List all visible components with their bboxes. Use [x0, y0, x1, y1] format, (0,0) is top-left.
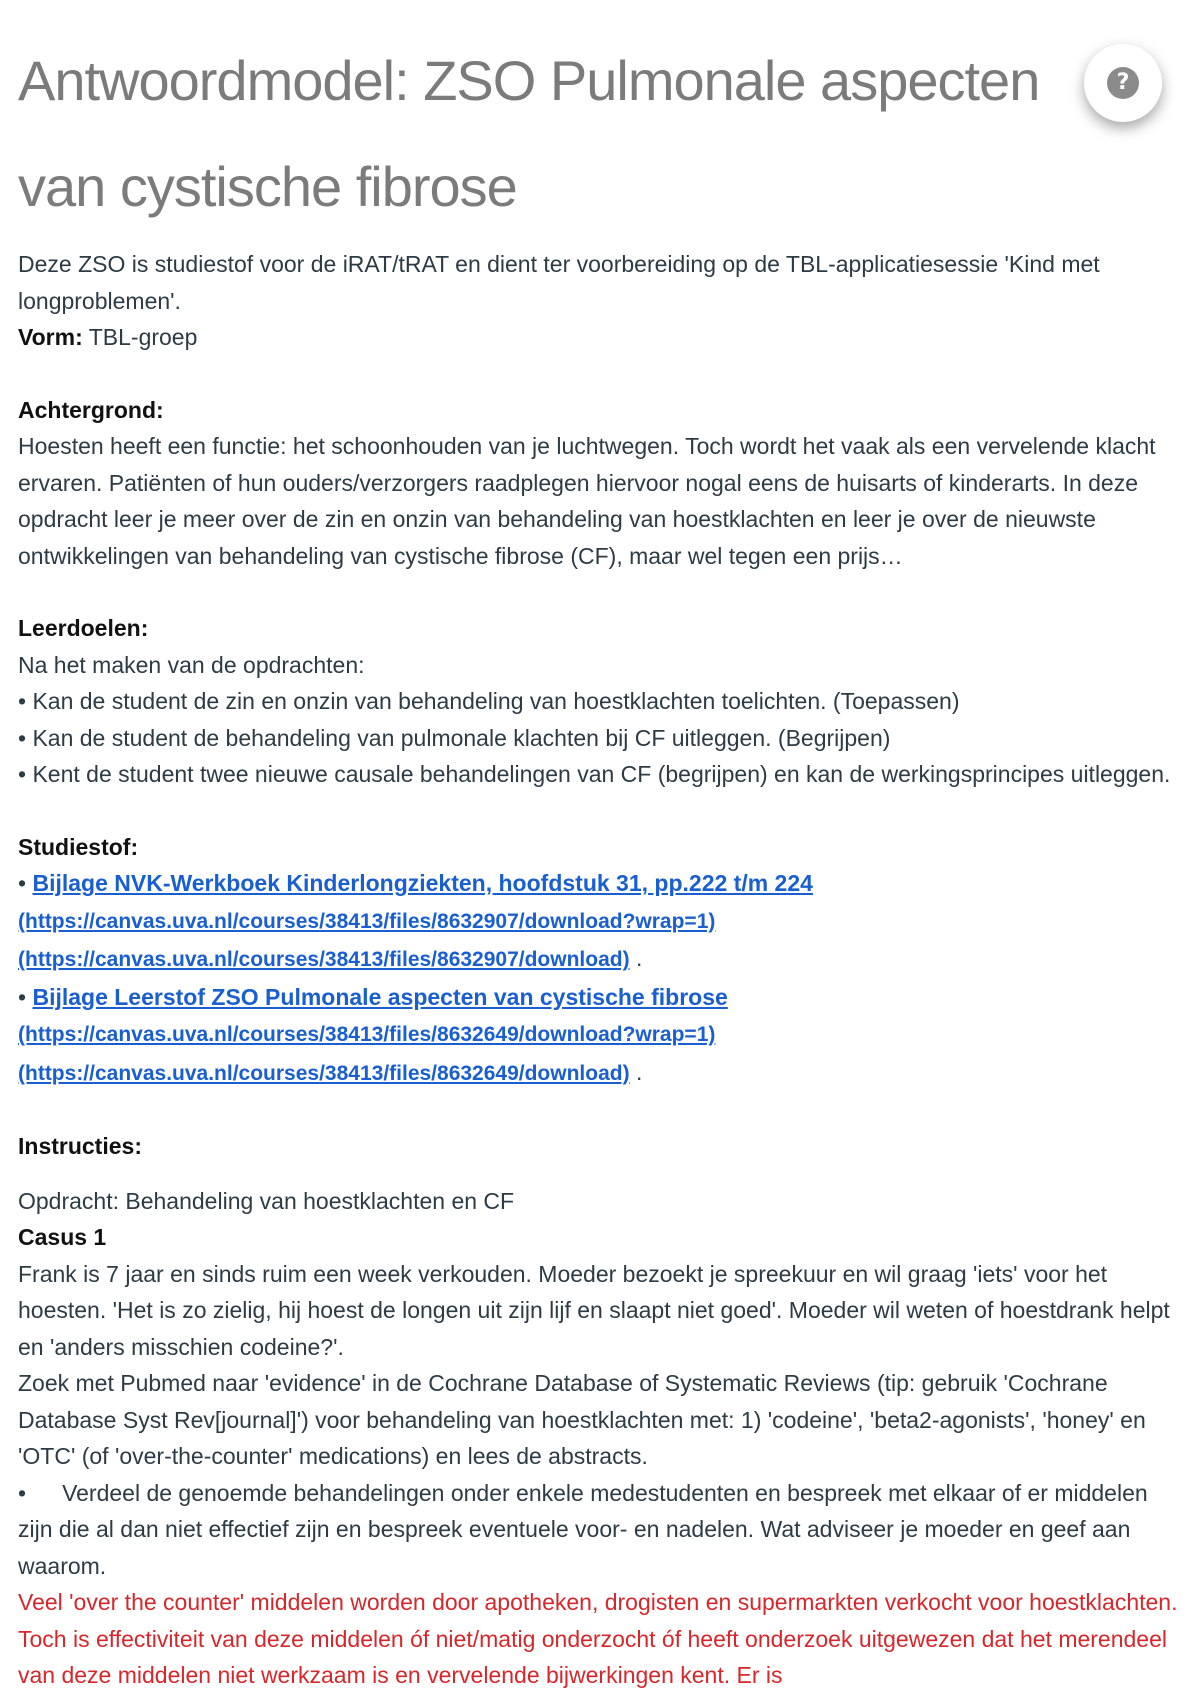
page-content [18, 0, 1188, 1694]
leerstof-zso-download-url[interactable]: (https://canvas.uva.nl/courses/38413/files/8632649/download) [18, 1061, 630, 1085]
leerdoelen-intro: Na het maken van de opdrachten: [18, 651, 365, 678]
vorm-value: TBL-groep [82, 324, 198, 350]
studiestof-item-1-url-2 [18, 940, 1188, 979]
spacer [18, 793, 1188, 829]
leerdoel-item: • Kan de student de behandeling van pulmonale klachten bij CF uitleggen. (Begrijpen) [18, 724, 891, 751]
studiestof-item-1 [18, 865, 1188, 902]
opdracht-title: Opdracht: Behandeling van hoestklachten en CF [18, 1187, 515, 1214]
vorm-line [18, 319, 1188, 356]
spacer [18, 574, 1188, 610]
spacer [18, 356, 1188, 392]
achtergrond-heading: Achtergrond: [18, 396, 164, 423]
leerdoelen-heading: Leerdoelen: [18, 615, 149, 641]
leerstof-zso-link[interactable]: Bijlage Leerstof ZSO Pulmonale aspecten van cystische fibrose [32, 983, 728, 1010]
leerdoel-item: • Kent de student twee nieuwe causale behandelingen van CF (begrijpen) en kan de werkingsprincipes uitleggen. [18, 761, 1171, 787]
page-title-line-2: van cystische fibrose [18, 155, 517, 218]
bullet: • [18, 983, 33, 1010]
suffix: . [629, 945, 643, 971]
casus-text: Frank is 7 jaar en sinds ruim een week verkouden. Moeder bezoekt je spreekuur en wil graag 'iets' voor het hoesten. 'Het is zo zielig, hij hoest de longen uit zijn lijf en slaapt niet goed'. Moeder wil weten of hoestdrank helpt en 'anders misschien codeine?'. [18, 1260, 1170, 1360]
leerstof-zso-preview-url[interactable]: (https://canvas.uva.nl/courses/38413/files/8632649/download?wrap=1) [18, 1023, 716, 1046]
assignment-body [18, 246, 1188, 1694]
bullet: • [18, 870, 33, 896]
zoek-instructie: Zoek met Pubmed naar 'evidence' in de Cochrane Database of Systematic Reviews (tip: gebruik 'Cochrane Database Syst Rev[journal]') voor behandeling van hoestklachten met: 1) 'codeine', 'beta2-agonists', 'honey' en 'OTC' (of 'over-the-counter' medications) en lees de abstracts. [18, 1370, 1146, 1469]
nvk-werkboek-preview-url[interactable]: (https://canvas.uva.nl/courses/38413/files/8632907/download?wrap=1) [18, 909, 716, 933]
studiestof-item-2-url-1 [18, 1015, 1188, 1054]
suffix: . [629, 1058, 643, 1085]
intro-text: Deze ZSO is studiestof voor de iRAT/tRAT en dient ter voorbereiding op de TBL-applicatiesessie 'Kind met longproblemen'. [18, 251, 1100, 314]
achtergrond-text: Hoesten heeft een functie: het schoonhouden van je luchtwegen. Toch wordt het vaak als een vervelende klacht ervaren. Patiënten of hun ouders/verzorgers raadplegen hiervoor nogal eens de huisarts of kinderarts. In deze opdracht leer je meer over de zin en onzin van behandeling van hoestklachten en leer je over de nieuwste ontwikkelingen van behandeling van cystische fibrose (CF), maar wel tegen een prijs… [18, 433, 1156, 569]
verdeel-instructie [18, 1475, 1188, 1585]
answer-text: Veel 'over the counter' middelen worden door apotheken, drogisten en supermarkten verkocht voor hoestklachten. Toch is effectiviteit van deze middelen óf niet/matig onderzocht óf heeft onderzoek uitgewezen dat het merendeel van deze middelen niet werkzaam is en vervelende bijwerkingen kent. Er is [18, 1589, 1178, 1688]
page-title-line-1: Antwoordmodel: ZSO Pulmonale aspecten [18, 49, 1040, 112]
spacer [18, 1165, 1188, 1183]
question-circle-icon: ? [1107, 67, 1139, 99]
nvk-werkboek-download-url[interactable]: (https://canvas.uva.nl/courses/38413/files/8632907/download) [18, 948, 630, 971]
studiestof-item-2 [18, 979, 1188, 1016]
studiestof-item-1-url-1 [18, 902, 1188, 941]
vorm-label: Vorm: [18, 324, 83, 350]
nvk-werkboek-link[interactable]: Bijlage NVK-Werkboek Kinderlongziekten, hoofdstuk 31, pp.222 t/m 224 [32, 870, 813, 896]
studiestof-heading: Studiestof: [18, 833, 139, 860]
spacer [18, 1092, 1188, 1128]
casus-heading: Casus 1 [18, 1224, 107, 1250]
page-title [18, 28, 1138, 240]
bullet: • [18, 1479, 27, 1506]
verdeel-text: Verdeel de genoemde behandelingen onder enkele medestudenten en bespreek met elkaar of er middelen zijn die al dan niet effectief zijn en bespreek eventuele voor- en nadelen. Wat adviseer je moeder en geef aan waarom. [18, 1479, 1148, 1579]
help-button[interactable] [1084, 44, 1162, 122]
studiestof-item-2-url-2 [18, 1054, 1188, 1093]
instructies-heading: Instructies: [18, 1133, 142, 1159]
leerdoel-item: • Kan de student de zin en onzin van behandeling van hoestklachten toelichten. (Toepassen) [18, 688, 960, 714]
